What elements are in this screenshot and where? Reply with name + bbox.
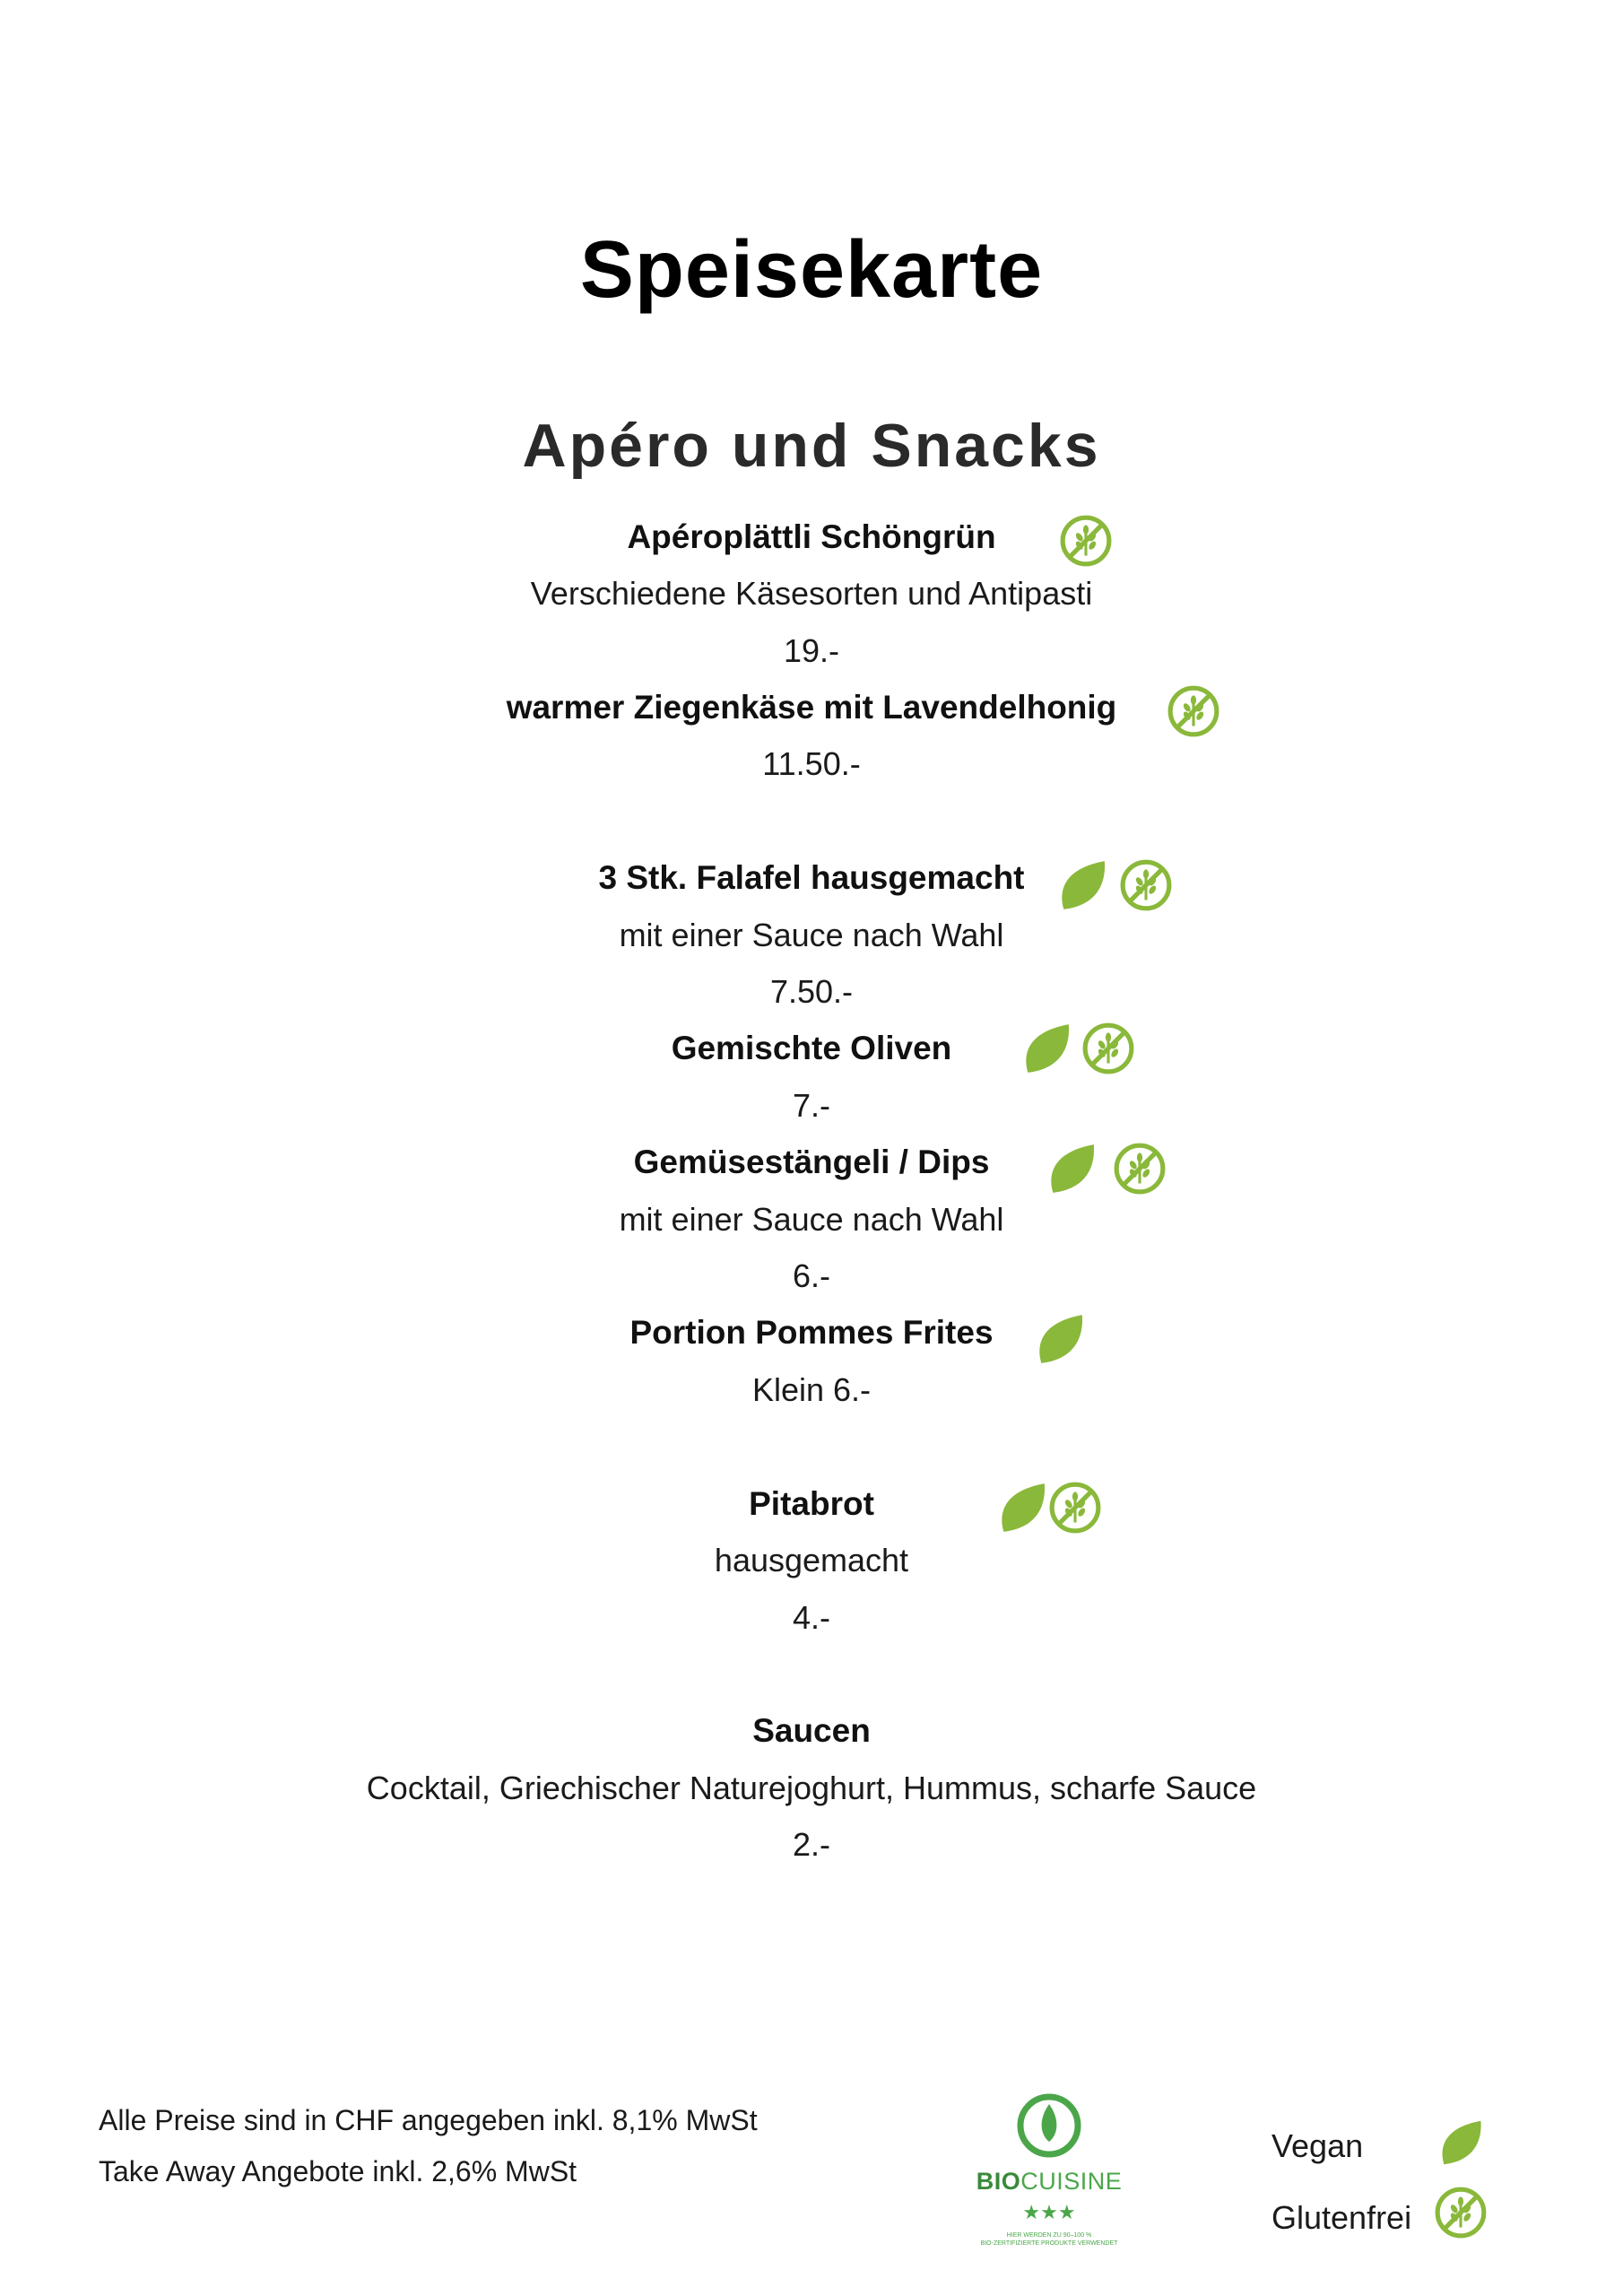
item-price: Klein 6.- <box>751 1371 872 1408</box>
leaf-icon <box>1055 857 1110 913</box>
item-price: 7.- <box>792 1087 830 1124</box>
item-price: 6.- <box>792 1257 830 1294</box>
item-price: 4.- <box>792 1599 830 1636</box>
logo-wordmark: BIOCUISINE <box>976 2168 1123 2195</box>
item-name: Gemischte Oliven <box>671 1030 952 1066</box>
gluten-free-icon <box>1112 1141 1167 1196</box>
logo-tagline: HIER WERDEN ZU 90–100 % BIO-ZERTIFIZIERTE PRODUKTE VERWENDET <box>980 2232 1118 2247</box>
gluten-free-icon <box>1058 513 1114 569</box>
leaf-icon <box>1436 2113 1486 2172</box>
item-price: 7.50.- <box>769 973 854 1010</box>
item-name: Portion Pommes Frites <box>629 1314 994 1351</box>
item-price: 11.50.- <box>762 745 861 782</box>
item-price: 2.- <box>792 1826 830 1863</box>
gluten-free-icon <box>1118 857 1174 913</box>
item-description: Verschiedene Käsesorten und Antipasti <box>530 575 1093 612</box>
item-price: 19.- <box>783 632 840 669</box>
item-description: Cocktail, Griechischer Naturejoghurt, Hummus, scharfe Sauce <box>366 1770 1257 1806</box>
gluten-free-icon <box>1166 683 1221 739</box>
item-name: Gemüsestängeli / Dips <box>633 1144 990 1180</box>
gluten-free-icon <box>1081 1021 1136 1076</box>
page-title: Speisekarte <box>579 225 1044 315</box>
item-description: mit einer Sauce nach Wahl <box>619 1201 1004 1238</box>
item-name: 3 Stk. Falafel hausgemacht <box>598 859 1025 896</box>
item-name: warmer Ziegenkäse mit Lavendelhonig <box>506 689 1117 726</box>
item-description: mit einer Sauce nach Wahl <box>619 917 1004 953</box>
legend-glutenfree-label: Glutenfrei <box>1271 2199 1412 2236</box>
leaf-icon <box>994 1480 1050 1535</box>
leaf-icon <box>1044 1141 1099 1196</box>
bio-flame-icon <box>968 2090 1130 2161</box>
price-note: Alle Preise sind in CHF angegeben inkl. 8,1% MwSt <box>99 2104 758 2136</box>
item-name: Apéroplättli Schöngrün <box>627 518 996 555</box>
item-name: Pitabrot <box>749 1485 874 1522</box>
section-title: Apéro und Snacks <box>522 412 1101 480</box>
gluten-free-icon <box>1433 2185 1488 2240</box>
item-name: Saucen <box>752 1712 871 1749</box>
item-description: hausgemacht <box>714 1542 909 1578</box>
leaf-icon <box>1019 1021 1074 1076</box>
biocuisine-logo <box>968 2090 1130 2260</box>
legend-vegan-label: Vegan <box>1271 2127 1364 2164</box>
leaf-icon <box>1032 1311 1088 1367</box>
gluten-free-icon <box>1047 1480 1103 1535</box>
logo-stars: ★★★ <box>1022 2201 1076 2223</box>
takeaway-note: Take Away Angebote inkl. 2,6% MwSt <box>99 2155 577 2187</box>
